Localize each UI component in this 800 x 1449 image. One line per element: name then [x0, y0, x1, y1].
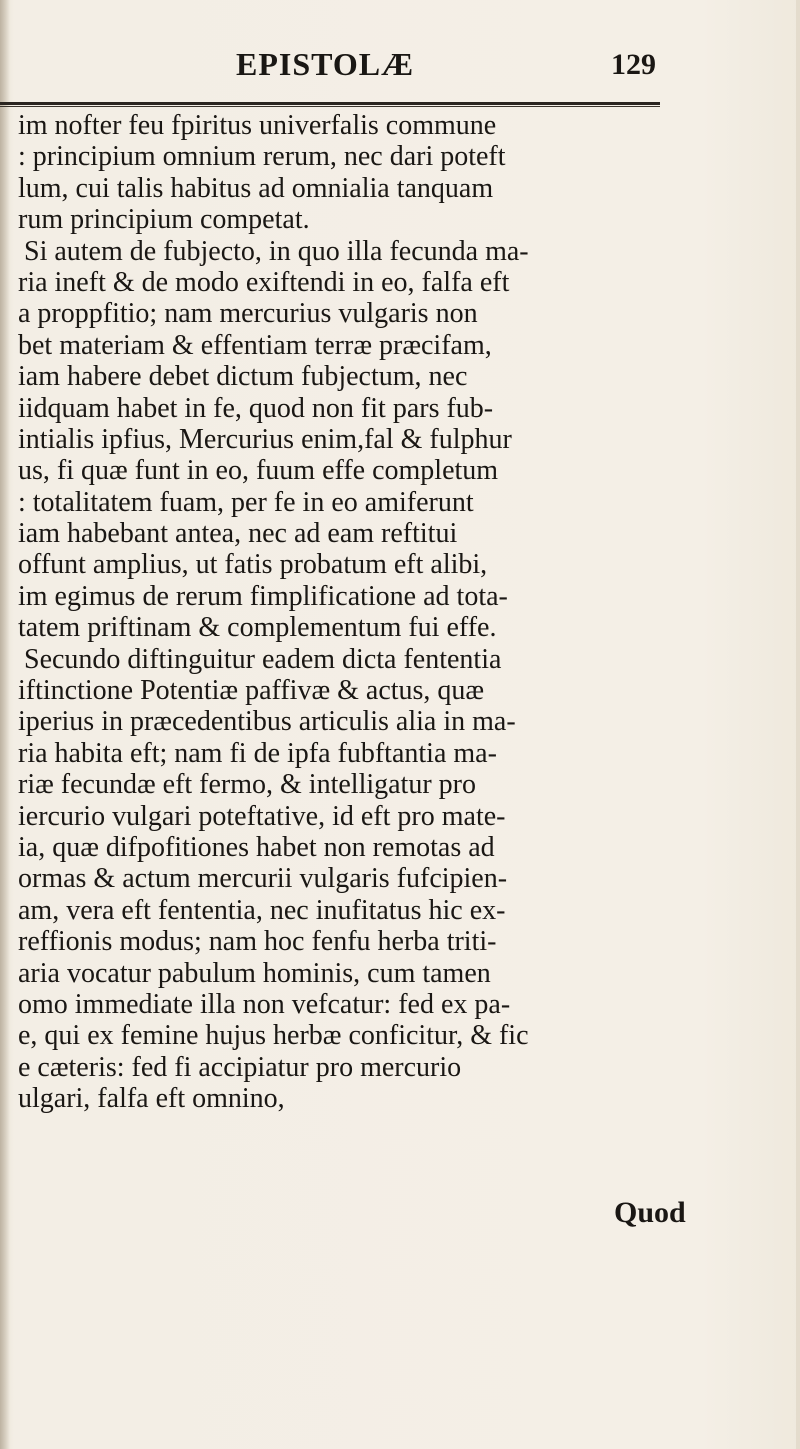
- text-line: : totalitatem fuam, per fe in eo amiferunt: [18, 486, 474, 518]
- text-line: im nofter feu fpiritus univerfalis commune: [18, 110, 497, 141]
- text-line: bet materiam & effentiam terræ præcifam,: [18, 329, 492, 361]
- text-line: lum, cui talis habitus ad omnialia tanquam: [18, 172, 494, 204]
- body-text: [18, 110, 708, 1115]
- text-line: tatem priftinam & complementum fui effe.: [18, 612, 497, 644]
- text-line: riæ fecundæ eft fermo, & intelligatur pro: [18, 769, 476, 801]
- text-line: rum principium competat.: [18, 204, 310, 236]
- text-line: iidquam habet in fe, quod non fit pars fub-: [18, 392, 494, 424]
- page-header: [0, 38, 800, 98]
- running-title: EPISTOLÆ: [236, 46, 415, 82]
- text-line: ria ineft & de modo exiftendi in eo, falfa eft: [18, 266, 510, 298]
- text-line: ulgari, falfa eft omnino,: [18, 1083, 285, 1115]
- text-line: us, fi quæ funt in eo, fuum effe completum: [18, 455, 499, 487]
- text-line: iftinctione Potentiæ paffivæ & actus, quæ: [18, 675, 485, 707]
- text-line: aria vocatur pabulum hominis, cum tamen: [18, 957, 491, 989]
- header-rule: [0, 102, 660, 105]
- text-line: offunt amplius, ut fatis probatum eft alibi,: [18, 549, 488, 581]
- text-line: intialis ipfius, Mercurius enim,fal & fulphur: [18, 423, 512, 455]
- text-line: a proppfitio; nam mercurius vulgaris non: [18, 298, 478, 330]
- page-edge: [796, 0, 800, 1449]
- text-line: Si autem de fubjecto, in quo illa fecunda ma-: [24, 235, 529, 267]
- text-line: ia, quæ difpofitiones habet non remotas ad: [18, 831, 495, 863]
- text-line: iam habebant antea, nec ad eam reftitui: [18, 518, 458, 550]
- header-rule-thin: [0, 106, 660, 107]
- text-line: e, qui ex femine hujus herbæ conficitur, & fic: [18, 1020, 529, 1052]
- text-line: e cæteris: fed fi accipiatur pro mercurio: [18, 1051, 462, 1083]
- text-line: iperius in præcedentibus articulis alia in ma-: [18, 706, 516, 738]
- text-line: Secundo diftinguitur eadem dicta fententia: [24, 643, 502, 675]
- text-line: iam habere debet dictum fubjectum, nec: [18, 361, 468, 393]
- catchword: Quod: [614, 1196, 686, 1229]
- text-line: reffionis modus; nam hoc fenfu herba triti-: [18, 926, 497, 958]
- text-line: ormas & actum mercurii vulgaris fufcipien-: [18, 863, 508, 895]
- text-line: am, vera eft fententia, nec inufitatus hic ex-: [18, 894, 506, 926]
- text-line: ria habita eft; nam fi de ipfa fubftantia ma-: [18, 737, 497, 769]
- text-line: omo immediate illa non vefcatur: fed ex pa-: [18, 988, 511, 1020]
- text-line: : principium omnium rerum, nec dari poteft: [18, 141, 506, 173]
- binding-shadow: [0, 0, 10, 1449]
- text-line: iercurio vulgari poteftative, id eft pro mate-: [18, 800, 506, 832]
- page-number: 129: [611, 48, 656, 81]
- text-line: im egimus de rerum fimplificatione ad tota-: [18, 580, 508, 612]
